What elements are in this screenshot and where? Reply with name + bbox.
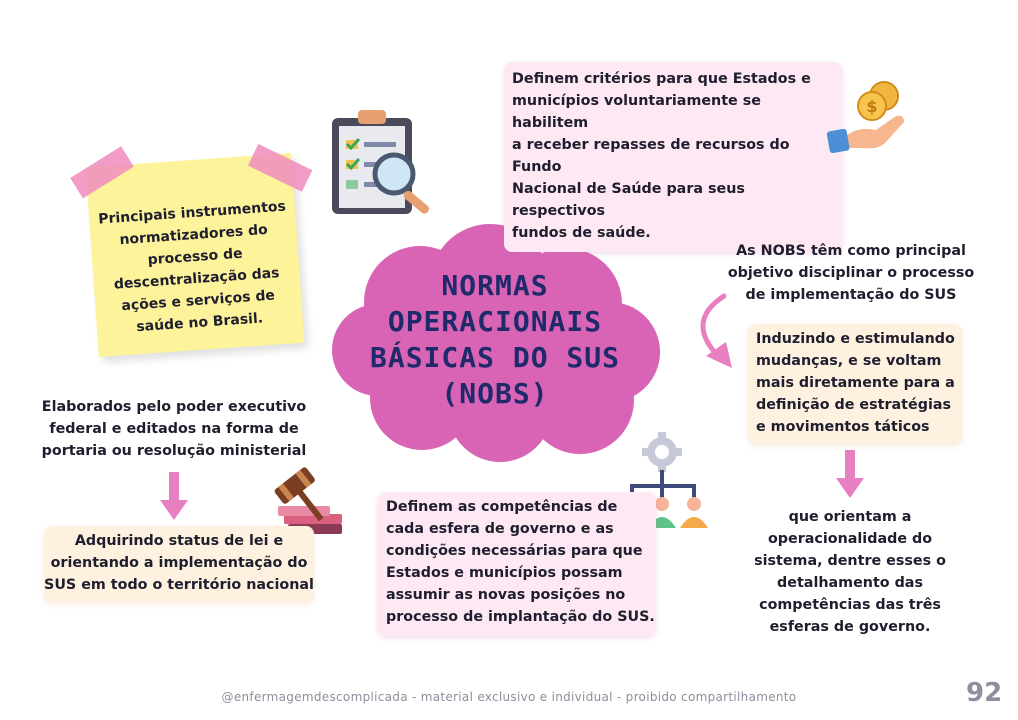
diagram-title	[360, 268, 630, 412]
operationality-line: competências das três	[759, 597, 941, 613]
curved-arrow-icon	[688, 290, 748, 376]
law-status-box	[44, 526, 314, 602]
funding-line: municípios voluntariamente se habilitem	[512, 93, 761, 131]
strategies-line: e movimentos táticos	[756, 419, 930, 435]
title-line-3: BÁSICAS DO SUS	[369, 341, 620, 374]
sticky-line: processo de	[147, 245, 244, 269]
elaborated-by-text	[38, 396, 310, 462]
clipboard-checklist-icon	[328, 108, 440, 218]
sticky-note-text	[86, 153, 304, 341]
law-status-line: Adquirindo status de lei e	[74, 533, 284, 549]
operationality-text	[740, 506, 960, 638]
operationality-line: operacionalidade do	[767, 531, 933, 547]
law-status-line: orientando a implementação do	[50, 555, 308, 571]
strategies-line: definição de estratégias	[756, 397, 951, 413]
funding-line: a receber repasses de recursos do Fundo	[512, 137, 790, 175]
law-status-line: SUS em todo o território nacional	[44, 577, 314, 593]
objective-line: objetivo disciplinar o processo	[727, 265, 975, 281]
elaborated-line: federal e editados na forma de	[49, 421, 299, 437]
down-arrow-icon	[160, 472, 188, 522]
competencies-line: processo de implantação do SUS.	[386, 609, 655, 625]
title-line-2: OPERACIONAIS	[387, 305, 603, 338]
svg-text:$: $	[866, 97, 878, 116]
funding-criteria-box	[504, 62, 842, 252]
funding-line: Definem critérios para que Estados e	[512, 71, 811, 87]
elaborated-line: Elaborados pelo poder executivo	[41, 399, 307, 415]
operationality-line: que orientam a	[788, 509, 912, 525]
operationality-line: sistema, dentre esses o	[754, 553, 946, 569]
sticky-line: descentralização das	[113, 265, 280, 293]
elaborated-line: portaria ou resolução ministerial	[41, 443, 307, 459]
footer-watermark: @enfermagemdescomplicada - material exclusivo e individual - proibido compartilhamento	[221, 690, 797, 704]
operationality-line: detalhamento das	[777, 575, 923, 591]
strategies-line: mudanças, e se voltam	[756, 353, 942, 369]
sticky-line: ações e serviços de	[120, 287, 276, 315]
operationality-line: esferas de governo.	[769, 619, 931, 635]
sticky-line: Principais instrumentos	[97, 198, 287, 228]
nobs-objective-text	[716, 240, 986, 306]
title-line-1: NORMAS	[441, 269, 549, 302]
funding-line: Nacional de Saúde para seus respectivos	[512, 181, 745, 219]
sticky-line: saúde no Brasil.	[135, 310, 264, 336]
strategies-line: mais diretamente para a	[756, 375, 955, 391]
competencies-line: Estados e municípios possam	[386, 565, 623, 581]
competencies-box	[378, 492, 656, 636]
objective-line: As NOBS têm como principal	[736, 243, 966, 259]
strategies-box	[748, 324, 962, 444]
sticky-line: normatizadores do	[118, 221, 269, 249]
down-arrow-icon	[836, 450, 864, 500]
competencies-line: assumir as novas posições no	[386, 587, 626, 603]
sticky-note	[86, 153, 305, 357]
objective-line: de implementação do SUS	[745, 287, 957, 303]
competencies-line: cada esfera de governo e as	[386, 521, 614, 537]
page-number: 92	[966, 678, 1003, 708]
funding-line: fundos de saúde.	[512, 225, 651, 241]
title-line-4: (NOBS)	[441, 377, 549, 410]
strategies-line: Induzindo e estimulando	[756, 331, 955, 347]
competencies-line: Definem as competências de	[386, 499, 618, 515]
competencies-line: condições necessárias para que	[386, 543, 643, 559]
coins-hand-icon	[826, 80, 910, 160]
